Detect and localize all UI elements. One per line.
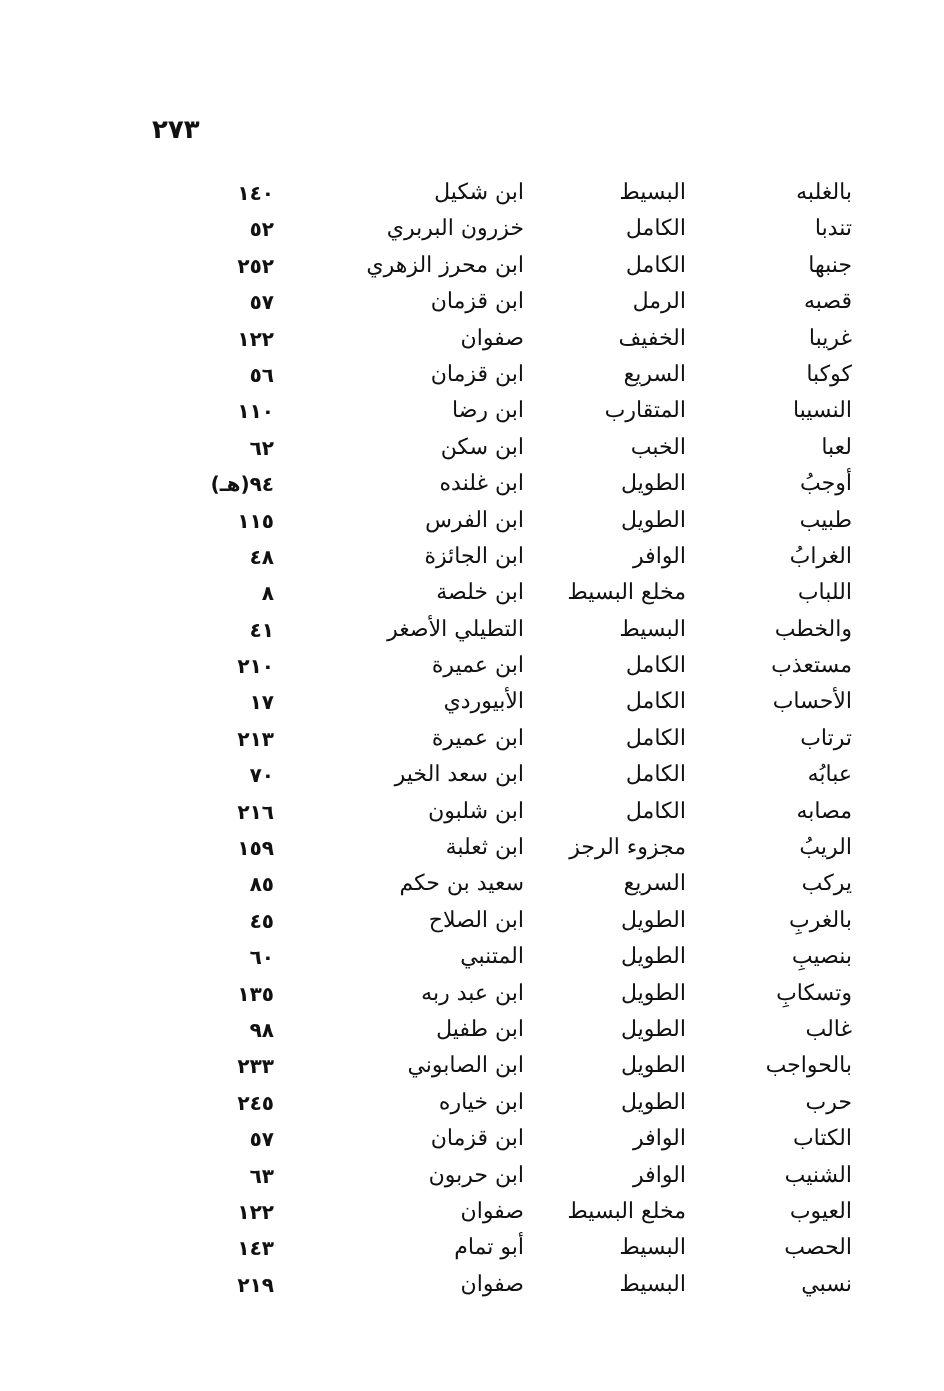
poetic-meter: الطويل xyxy=(620,1089,686,1115)
index-row xyxy=(0,575,944,611)
index-row xyxy=(0,721,944,757)
rhyme-word: الأحساب xyxy=(772,689,852,715)
page-reference: ٤١ xyxy=(249,617,274,642)
page-reference: ١٣٥ xyxy=(237,981,274,1006)
page-reference: ٢١٩ xyxy=(237,1272,274,1297)
poet-name: صفوان xyxy=(460,1198,524,1224)
page-number: ٢٧٣ xyxy=(152,115,200,145)
page-reference: ١٤٣ xyxy=(237,1236,274,1261)
index-row xyxy=(0,648,944,684)
poet-name: ابن خياره xyxy=(438,1089,524,1115)
page-reference: ٨ xyxy=(261,581,274,606)
rhyme-word: بالغلبه xyxy=(796,180,852,205)
page-reference: ١١٠ xyxy=(237,399,274,424)
poetic-meter: الخبب xyxy=(630,434,686,460)
poet-name: ابن عميرة xyxy=(431,653,524,679)
page-reference: ٦٠ xyxy=(249,945,274,970)
poetic-meter: المتقارب xyxy=(604,398,686,424)
index-row xyxy=(0,393,944,429)
poetic-meter: الوافر xyxy=(633,1162,686,1188)
index-row xyxy=(0,757,944,793)
poetic-meter: الطويل xyxy=(620,507,686,533)
poet-name: ابن رضا xyxy=(452,398,524,424)
index-row xyxy=(0,175,944,211)
poetic-meter: الوافر xyxy=(633,1126,686,1152)
index-row xyxy=(0,1048,944,1084)
poetic-meter: الوافر xyxy=(633,543,686,569)
poet-name: ابن قزمان xyxy=(430,361,524,387)
rhyme-word: لعبا xyxy=(821,434,852,460)
index-row xyxy=(0,903,944,939)
page-reference: ٥٢ xyxy=(249,217,274,242)
page-reference: ٩٤(هـ) xyxy=(210,472,274,497)
page-reference: ٤٥ xyxy=(249,908,274,933)
poetic-meter: الرمل xyxy=(632,289,686,315)
poetic-meter: الخفيف xyxy=(618,325,686,351)
poet-name: ابن قزمان xyxy=(430,1126,524,1152)
index-row xyxy=(0,1012,944,1048)
poet-name: ابن عميرة xyxy=(431,725,524,751)
index-row xyxy=(0,430,944,466)
page-reference: ٩٨ xyxy=(249,1017,274,1042)
index-row xyxy=(0,211,944,247)
poet-name: سعيد بن حكم xyxy=(399,871,524,897)
index-row xyxy=(0,684,944,720)
poet-name: ابن الصابوني xyxy=(407,1053,524,1079)
rhyme-word: والخطب xyxy=(774,616,852,642)
rhyme-word: الريبُ xyxy=(799,835,852,861)
rhyme-word: حرب xyxy=(805,1089,852,1115)
page-reference: ٥٦ xyxy=(249,362,274,387)
rhyme-word: ترتاب xyxy=(800,725,852,751)
page-reference: ١٧ xyxy=(249,690,274,715)
rhyme-word: قصبه xyxy=(803,289,852,315)
rhyme-word: نسبي xyxy=(801,1271,852,1297)
page-reference: ٨٥ xyxy=(249,872,274,897)
poetic-meter: الكامل xyxy=(625,689,686,715)
poetry-index-table xyxy=(0,175,944,1303)
poet-name: أبو تمام xyxy=(454,1235,524,1261)
poet-name: ابن الصلاح xyxy=(428,907,524,933)
poetic-meter: الطويل xyxy=(620,944,686,970)
poet-name: الأبيوردي xyxy=(443,689,524,715)
page-reference: ٢٣٣ xyxy=(237,1054,274,1079)
poetic-meter: الطويل xyxy=(620,471,686,497)
index-row xyxy=(0,503,944,539)
poetic-meter: الطويل xyxy=(620,980,686,1006)
poetic-meter: مجزوء الرجز xyxy=(569,835,686,861)
page-reference: ٢٥٢ xyxy=(237,253,274,278)
poet-name: ابن الجائزة xyxy=(424,543,524,569)
rhyme-word: كوكبا xyxy=(806,361,852,387)
poetic-meter: السريع xyxy=(623,361,686,387)
rhyme-word: عبابُه xyxy=(807,762,852,788)
page-reference: ١٤٠ xyxy=(237,181,274,205)
rhyme-word: النسيبا xyxy=(792,398,852,424)
index-row xyxy=(0,1230,944,1266)
poet-name: صفوان xyxy=(460,325,524,351)
poetic-meter: الكامل xyxy=(625,798,686,824)
index-row xyxy=(0,466,944,502)
poetic-meter: الكامل xyxy=(625,653,686,679)
poetic-meter: الكامل xyxy=(625,725,686,751)
page-reference: ١٢٢ xyxy=(237,1199,274,1224)
index-row xyxy=(0,539,944,575)
poetic-meter: الطويل xyxy=(620,1053,686,1079)
rhyme-word: بنصيبِ xyxy=(791,944,852,970)
poet-name: ابن حربون xyxy=(428,1162,524,1188)
poetic-meter: الكامل xyxy=(625,762,686,788)
rhyme-word: العيوب xyxy=(789,1198,852,1224)
poet-name: المتنبي xyxy=(460,944,524,970)
page-reference: ٤٨ xyxy=(249,544,274,569)
page-reference: ٥٧ xyxy=(249,290,274,315)
poetic-meter: مخلع البسيط xyxy=(567,580,686,606)
poet-name: ابن خلصة xyxy=(436,580,524,606)
rhyme-word: مصابه xyxy=(796,798,852,824)
rhyme-word: غريبا xyxy=(808,325,852,351)
rhyme-word: جنبها xyxy=(808,252,852,278)
index-row xyxy=(0,794,944,830)
poetic-meter: الكامل xyxy=(625,216,686,242)
poet-name: ابن الفرس xyxy=(425,507,524,533)
page-reference: ١١٥ xyxy=(237,508,274,533)
rhyme-word: تندبا xyxy=(814,216,852,242)
index-row xyxy=(0,248,944,284)
page-reference: ٧٠ xyxy=(249,763,274,788)
poetic-meter: السريع xyxy=(623,871,686,897)
page-reference: ١٥٩ xyxy=(237,836,274,861)
rhyme-word: يركب xyxy=(801,871,852,897)
poetic-meter: الطويل xyxy=(620,907,686,933)
page-reference: ٥٧ xyxy=(249,1127,274,1152)
index-row xyxy=(0,1267,944,1303)
poet-name: ابن شكيل xyxy=(434,180,524,205)
poetic-meter: البسيط xyxy=(619,1235,686,1261)
poet-name: ابن عبد ربه xyxy=(421,980,524,1006)
rhyme-word: بالحواجب xyxy=(765,1053,852,1079)
page-reference: ٦٣ xyxy=(249,1163,274,1188)
poetic-meter: مخلع البسيط xyxy=(567,1198,686,1224)
rhyme-word: اللباب xyxy=(797,580,852,606)
poet-name: التطيلي الأصغر xyxy=(387,616,524,642)
page-reference: ٦٢ xyxy=(249,435,274,460)
index-row xyxy=(0,321,944,357)
page-reference: ٢١٠ xyxy=(237,654,274,679)
page-reference: ١٢٢ xyxy=(237,326,274,351)
page-reference: ٢١٦ xyxy=(237,799,274,824)
poet-name: ابن قزمان xyxy=(430,289,524,315)
index-row xyxy=(0,1085,944,1121)
poetic-meter: البسيط xyxy=(619,616,686,642)
rhyme-word: الحصب xyxy=(784,1235,852,1261)
poetic-meter: البسيط xyxy=(619,1271,686,1297)
poet-name: ابن سكن xyxy=(440,434,524,460)
poet-name: ابن ثعلبة xyxy=(445,835,524,861)
poet-name: ابن طفيل xyxy=(436,1016,524,1042)
poet-name: ابن سعد الخير xyxy=(394,762,524,788)
rhyme-word: الكتاب xyxy=(792,1126,852,1152)
poet-name: خزرون البربري xyxy=(386,216,524,242)
index-row xyxy=(0,976,944,1012)
rhyme-word: طبيب xyxy=(799,507,852,533)
index-row xyxy=(0,1158,944,1194)
rhyme-word: أوجبُ xyxy=(800,471,852,497)
page-reference: ٢١٣ xyxy=(237,726,274,751)
rhyme-word: الشنيب xyxy=(784,1162,852,1188)
index-row xyxy=(0,830,944,866)
poet-name: ابن شلبون xyxy=(428,798,524,824)
index-row xyxy=(0,1121,944,1157)
index-row xyxy=(0,866,944,902)
page-reference: ٢٤٥ xyxy=(237,1090,274,1115)
rhyme-word: مستعذب xyxy=(771,653,852,679)
poetic-meter: الكامل xyxy=(625,252,686,278)
rhyme-word: وتسكابِ xyxy=(776,980,852,1006)
rhyme-word: الغرابُ xyxy=(789,543,852,569)
poetic-meter: البسيط xyxy=(619,180,686,205)
index-row xyxy=(0,939,944,975)
index-row xyxy=(0,284,944,320)
poet-name: ابن محرز الزهري xyxy=(366,252,524,278)
poetic-meter: الطويل xyxy=(620,1016,686,1042)
poet-name: صفوان xyxy=(460,1271,524,1297)
index-row xyxy=(0,612,944,648)
index-row xyxy=(0,357,944,393)
index-row xyxy=(0,1194,944,1230)
poet-name: ابن غلنده xyxy=(439,471,524,497)
rhyme-word: بالغربِ xyxy=(789,907,852,933)
rhyme-word: غالب xyxy=(805,1016,852,1042)
